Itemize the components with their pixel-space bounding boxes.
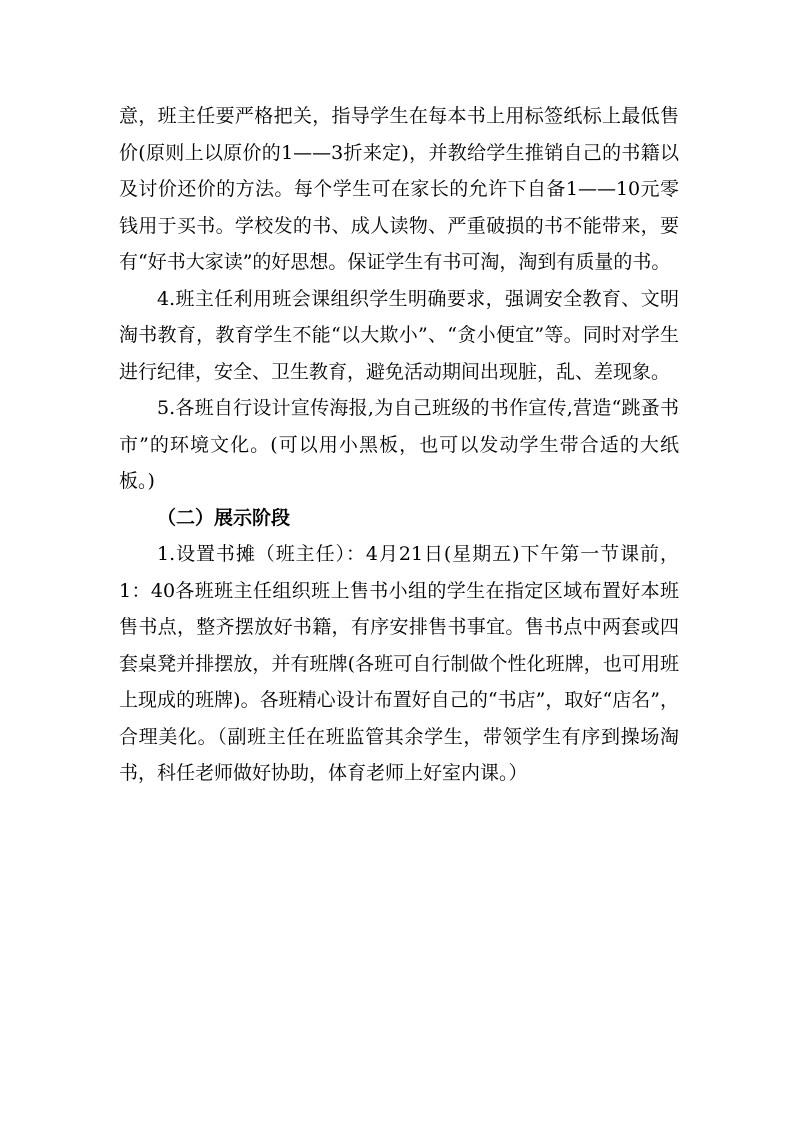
section-heading-display-stage: （二）展示阶段 [157, 506, 291, 529]
document-body [119, 98, 679, 792]
paragraph-continued-requirements: 意，班主任要严格把关，指导学生在每本书上用标签纸标上最低售价(原则上以原价的1——3折来定)，并教给学生推销自己的书籍以及讨价还价的方法。每个学生可在家长的允许下自备1——10元零钱用于买书。学校发的书、成人读物、严重破损的书不能带来，要有“好书大家读”的好思想。保证学生有书可淘，淘到有质量的书。 [119, 105, 679, 273]
paragraph-item-5-posters: 5.各班自行设计宣传海报,为自己班级的书作宣传,营造“跳蚤书市”的环境文化。(可以用小黑板，也可以发动学生带合适的大纸板。) [119, 397, 679, 492]
paragraph-item-1-book-stalls: 1.设置书摊（班主任）：4月21日(星期五)下午第一节课前，1：40各班班主任组织班上售书小组的学生在指定区域布置好本班售书点，整齐摆放好书籍，有序安排售书事宜。售书点中两套或四套桌凳并排摆放，并有班牌(各班可自行制做个性化班牌，也可用班上现成的班牌)。各班精心设计布置好自己的“书店”，取好“店名”，合理美化。（副班主任在班监管其余学生，带领学生有序到操场淘书，科任老师做好协助，体育老师上好室内课。） [119, 543, 679, 784]
paragraph-item-4-class-meeting: 4.班主任利用班会课组织学生明确要求，强调安全教育、文明淘书教育，教育学生不能“以大欺小”、“贪小便宜”等。同时对学生进行纪律，安全、卫生教育，避免活动期间出现脏，乱、差现象。 [119, 287, 679, 383]
